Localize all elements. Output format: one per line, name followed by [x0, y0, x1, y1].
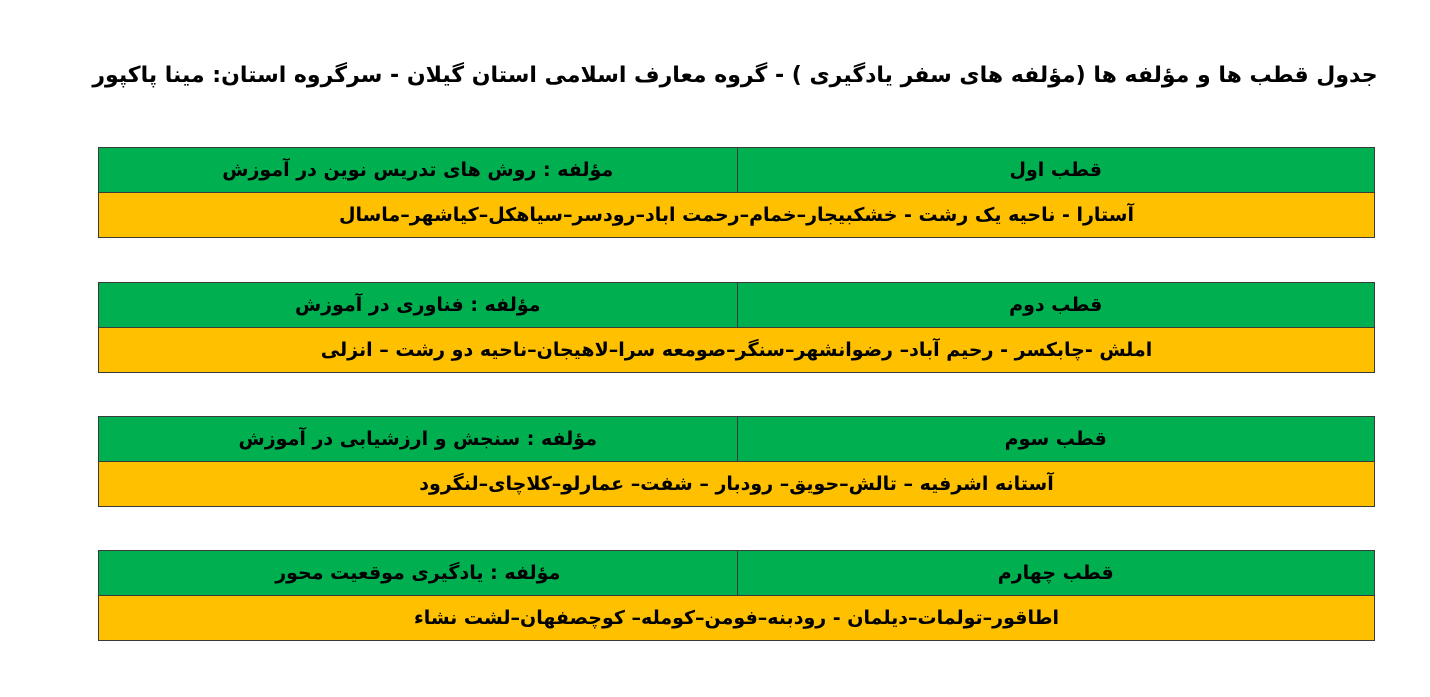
component-cell: مؤلفه : یادگیری موقعیت محور	[99, 551, 737, 595]
pole-table-3	[98, 416, 1375, 507]
regions-cell: آستارا - ناحیه یک رشت - خشکبیجار–خمام–رحمت اباد–رودسر–سیاهکل–کیاشهر–ماسال	[99, 193, 1374, 237]
regions-cell: املش -چابکسر - رحیم آباد– رضوانشهر–سنگر–صومعه سرا–لاهیجان–ناحیه دو رشت – انزلی	[99, 328, 1374, 372]
pole-name-cell: قطب سوم	[737, 417, 1375, 461]
component-cell: مؤلفه : سنجش و ارزشیابی در آموزش	[99, 417, 737, 461]
pole-header-row	[99, 283, 1374, 328]
component-cell: مؤلفه : روش های تدریس نوین در آموزش	[99, 148, 737, 192]
pole-name-cell: قطب دوم	[737, 283, 1375, 327]
regions-cell: آستانه اشرفیه – تالش–حویق– رودبار – شفت– عمارلو–کلاچای–لنگرود	[99, 462, 1374, 506]
page-title: جدول قطب ها و مؤلفه ها (مؤلفه های سفر یادگیری ) - گروه معارف اسلامی استان گیلان - سرگروه استان: مینا پاکپور	[92, 63, 1378, 88]
regions-cell: اطاقور–تولمات–دیلمان - رودبنه–فومن–کومله– کوچصفهان–لشت نشاء	[99, 596, 1374, 640]
pole-table-2	[98, 282, 1375, 373]
pole-header-row	[99, 417, 1374, 462]
pole-header-row	[99, 551, 1374, 596]
pole-table-1	[98, 147, 1375, 238]
component-cell: مؤلفه : فناوری در آموزش	[99, 283, 737, 327]
pole-name-cell: قطب اول	[737, 148, 1375, 192]
pole-name-cell: قطب چهارم	[737, 551, 1375, 595]
pole-header-row	[99, 148, 1374, 193]
pole-table-4	[98, 550, 1375, 641]
